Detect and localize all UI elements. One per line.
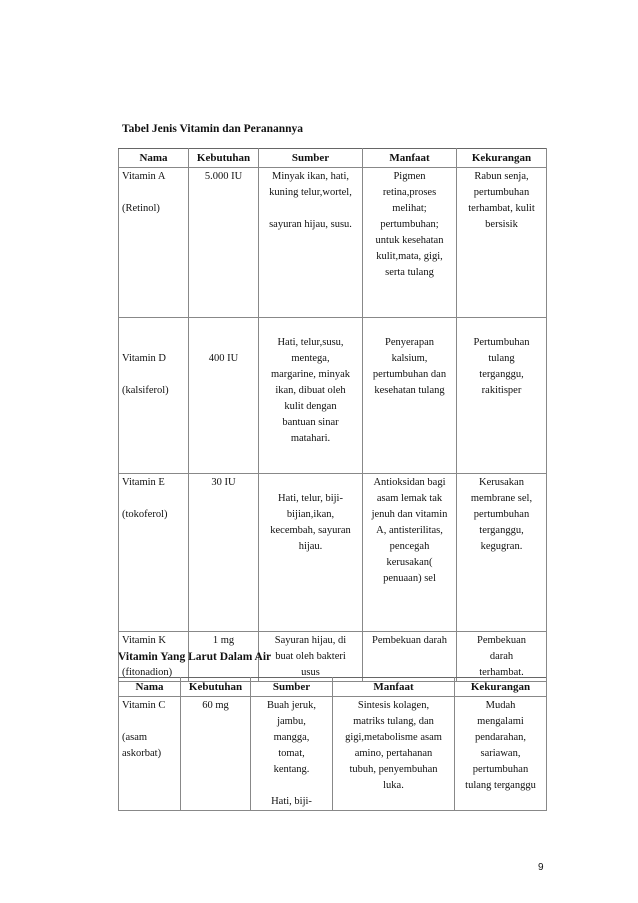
table-row: [119, 474, 547, 632]
cell-line: Vitamin C: [122, 700, 166, 711]
cell-line: kecembah, sayuran: [270, 525, 351, 536]
cell-line: mengalami: [477, 716, 524, 727]
cell-line: jenuh dan vitamin: [371, 509, 448, 520]
cell-line: pertumbuhan;: [380, 219, 439, 230]
cell-line: penuaan) sel: [383, 573, 436, 584]
cell-line: bantuan sinar: [282, 417, 339, 428]
cell-line: Rabun senja,: [474, 171, 529, 182]
cell-line: gigi,metabolisme asam: [345, 732, 442, 743]
cell-line: terhambat, kulit: [468, 203, 535, 214]
cell-line: tubuh, penyembuhan: [349, 764, 438, 775]
cell-line: sariawan,: [480, 748, 521, 759]
cell-line: Pertumbuhan: [473, 337, 530, 348]
cell-sumber: [251, 697, 333, 811]
vitamin-table-fat-soluble: [118, 148, 547, 682]
cell-sumber: [259, 168, 363, 318]
cell-line: kentang.: [273, 764, 310, 775]
cell-line: mangga,: [273, 732, 310, 743]
cell-nama: [119, 697, 181, 811]
cell-line: [366, 319, 453, 335]
cell-line: kulit,mata, gigi,: [376, 251, 443, 262]
cell-line: matahari.: [290, 433, 331, 444]
cell-line: mentega,: [291, 353, 330, 364]
cell-line: tomat,: [278, 748, 305, 759]
cell-line: Vitamin E: [122, 477, 165, 488]
cell-kebutuhan: [189, 168, 259, 318]
cell-line: kalsium,: [391, 353, 428, 364]
cell-line: tulang terganggu: [465, 780, 536, 791]
cell-line: bersisik: [485, 219, 518, 230]
cell-line: serta tulang: [385, 267, 434, 278]
cell-line: Hati, telur,susu,: [277, 337, 344, 348]
cell-line: Sayuran hijau, di: [274, 635, 347, 646]
cell-line: (tokoferol): [122, 509, 168, 520]
cell-line: Hati, biji-: [271, 796, 312, 807]
page-number: 9: [538, 862, 544, 873]
cell-line: 5.000 IU: [204, 171, 243, 182]
cell-line: terhambat.: [479, 667, 524, 678]
cell-line: askorbat): [122, 748, 162, 759]
table2-header-kekurangan: Kekurangan: [455, 678, 547, 697]
table-row: [119, 318, 547, 474]
table2-header-kebutuhan: Kebutuhan: [181, 678, 251, 697]
cell-nama: [119, 474, 189, 632]
cell-manfaat: [333, 697, 455, 811]
cell-line: margarine, minyak: [270, 369, 351, 380]
cell-line: Buah jeruk,: [267, 700, 316, 711]
table-row: [119, 168, 547, 318]
cell-line: (fitonadion): [122, 667, 173, 678]
cell-nama: [119, 168, 189, 318]
cell-manfaat: [363, 318, 457, 474]
cell-sumber: [259, 632, 363, 682]
cell-line: Minyak ikan, hati,: [272, 171, 349, 182]
vitamin-table-water-soluble: [118, 677, 547, 811]
cell-line: [192, 335, 255, 351]
cell-kekurangan: [455, 697, 547, 811]
table1-body: [119, 168, 547, 682]
table1-header-nama: Nama: [119, 149, 189, 168]
cell-line: tulang: [488, 353, 515, 364]
cell-line: rakitisper: [481, 385, 522, 396]
cell-line: Penyerapan: [385, 337, 434, 348]
cell-kebutuhan: [181, 697, 251, 811]
cell-sumber: [259, 474, 363, 632]
cell-line: retina,proses: [382, 187, 437, 198]
cell-line: usus: [301, 667, 320, 678]
cell-line: luka.: [383, 780, 404, 791]
table1-title: Tabel Jenis Vitamin dan Peranannya: [122, 123, 304, 135]
cell-line: (kalsiferol): [122, 385, 169, 396]
cell-line: Sintesis kolagen,: [357, 700, 430, 711]
cell-kekurangan: [457, 168, 547, 318]
cell-line: kerusakan(: [386, 557, 433, 568]
cell-line: terganggu,: [479, 525, 524, 536]
cell-line: melihat;: [392, 203, 427, 214]
table1-header-kekurangan: Kekurangan: [457, 149, 547, 168]
table1-header-sumber: Sumber: [259, 149, 363, 168]
table1-header-manfaat: Manfaat: [363, 149, 457, 168]
table2-header-nama: Nama: [119, 678, 181, 697]
cell-line: [254, 778, 329, 794]
table1-header-row: [119, 149, 547, 168]
cell-line: Hati, telur, biji-: [278, 493, 343, 504]
cell-line: [122, 185, 185, 201]
cell-line: pertumbuhan: [472, 764, 529, 775]
cell-line: untuk kesehatan: [375, 235, 444, 246]
cell-line: kesehatan tulang: [374, 385, 445, 396]
cell-line: A, antisterilitas,: [376, 525, 443, 536]
cell-line: Pigmen: [393, 171, 426, 182]
cell-line: Pembekuan darah: [372, 635, 447, 646]
cell-line: bijian,ikan,: [286, 509, 335, 520]
cell-manfaat: [363, 168, 457, 318]
cell-line: (Retinol): [122, 203, 160, 214]
cell-line: hijau.: [298, 541, 323, 552]
cell-line: [122, 491, 185, 507]
cell-line: Vitamin D: [122, 353, 166, 364]
cell-line: ikan, dibuat oleh: [275, 385, 346, 396]
cell-line: Vitamin K: [122, 635, 166, 646]
cell-line: Antioksidan bagi: [373, 477, 446, 488]
cell-line: [460, 319, 543, 335]
table2-header-manfaat: Manfaat: [333, 678, 455, 697]
cell-line: [122, 714, 177, 730]
cell-line: pertumbuhan: [473, 187, 530, 198]
cell-line: (asam: [122, 732, 148, 743]
cell-line: [122, 367, 185, 383]
cell-sumber: [259, 318, 363, 474]
table2-body: [119, 697, 547, 811]
cell-line: [122, 319, 185, 335]
cell-line: membrane sel,: [470, 493, 533, 504]
cell-line: asam lemak tak: [376, 493, 443, 504]
cell-line: Mudah: [485, 700, 516, 711]
cell-line: [262, 201, 359, 217]
cell-line: 60 mg: [202, 700, 229, 711]
cell-line: kulit dengan: [284, 401, 337, 412]
cell-line: amino, pertahanan: [354, 748, 433, 759]
table1-header-kebutuhan: Kebutuhan: [189, 149, 259, 168]
cell-line: [122, 335, 185, 351]
cell-kekurangan: [457, 632, 547, 682]
cell-line: sayuran hijau, susu.: [269, 219, 352, 230]
cell-line: 1 mg: [212, 635, 235, 646]
cell-line: buat oleh bakteri: [275, 651, 346, 662]
cell-line: pencegah: [389, 541, 430, 552]
cell-manfaat: [363, 632, 457, 682]
cell-line: Vitamin A: [122, 171, 166, 182]
cell-line: jambu,: [277, 716, 306, 727]
cell-line: [262, 475, 359, 491]
cell-line: terganggu,: [479, 369, 524, 380]
table2-header-row: [119, 678, 547, 697]
cell-line: pertumbuhan: [473, 509, 530, 520]
cell-line: kegugran.: [480, 541, 523, 552]
table2-title: Vitamin Yang Larut Dalam Air: [118, 651, 272, 663]
cell-kekurangan: [457, 474, 547, 632]
cell-kebutuhan: [189, 318, 259, 474]
cell-line: 400 IU: [208, 353, 239, 364]
cell-line: 30 IU: [211, 477, 236, 488]
cell-line: Kerusakan: [479, 477, 524, 488]
cell-line: matriks tulang, dan: [353, 716, 434, 727]
table2-header-sumber: Sumber: [251, 678, 333, 697]
cell-kekurangan: [457, 318, 547, 474]
cell-line: pendarahan,: [474, 732, 526, 743]
cell-line: [192, 319, 255, 335]
table-row: [119, 697, 547, 811]
cell-line: kuning telur,wortel,: [269, 187, 352, 198]
cell-line: pertumbuhan dan: [372, 369, 447, 380]
cell-kebutuhan: [189, 474, 259, 632]
cell-manfaat: [363, 474, 457, 632]
cell-line: Pembekuan: [477, 635, 526, 646]
cell-nama: [119, 318, 189, 474]
cell-line: [262, 319, 359, 335]
cell-line: darah: [489, 651, 514, 662]
